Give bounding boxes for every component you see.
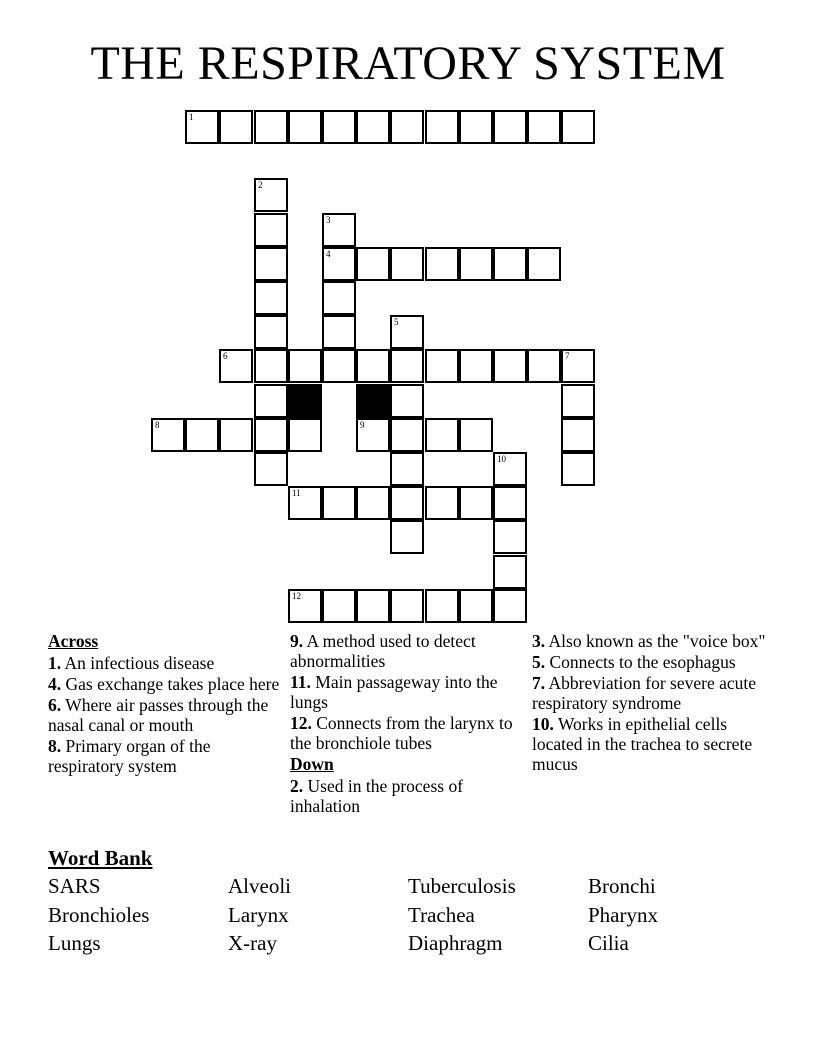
word-bank-word: Lungs	[48, 931, 101, 955]
clue-text: Primary organ of the respiratory system	[48, 736, 211, 776]
grid-cell[interactable]	[322, 589, 356, 623]
grid-cell[interactable]	[288, 486, 322, 520]
cell-number: 1	[189, 112, 194, 122]
black-cell	[288, 384, 322, 418]
cell-number: 4	[326, 249, 331, 259]
grid-cell[interactable]	[527, 110, 561, 144]
grid-cell[interactable]	[356, 486, 390, 520]
grid-cell[interactable]	[288, 110, 322, 144]
word-bank-title: Word Bank	[48, 846, 153, 870]
across-heading: Across	[48, 631, 99, 651]
grid-cell[interactable]	[390, 520, 424, 554]
clue-across-8	[48, 736, 280, 776]
clue-text: Main passageway into the lungs	[290, 672, 498, 712]
grid-cell[interactable]	[390, 110, 424, 144]
grid-cell[interactable]	[390, 452, 424, 486]
clues-column-1	[48, 631, 280, 777]
clues-column-3	[532, 631, 768, 775]
grid-cell[interactable]	[254, 349, 288, 383]
grid-cell[interactable]	[527, 349, 561, 383]
clue-across-6	[48, 695, 280, 735]
grid-cell[interactable]	[459, 349, 493, 383]
grid-cell[interactable]	[493, 520, 527, 554]
clue-number: 2.	[290, 776, 304, 796]
down-heading: Down	[290, 754, 334, 774]
clue-across-12	[290, 713, 514, 753]
grid-cell[interactable]	[459, 589, 493, 623]
cell-number: 7	[565, 351, 570, 361]
cell-number: 11	[292, 488, 301, 498]
grid-cell[interactable]	[254, 384, 288, 418]
clue-text: Also known as the "voice box"	[548, 631, 766, 651]
cell-number: 6	[223, 351, 228, 361]
grid-cell[interactable]	[322, 315, 356, 349]
clue-down-5	[532, 652, 768, 672]
word-bank-word: Cilia	[588, 931, 629, 955]
clue-number: 10.	[532, 714, 554, 734]
grid-cell[interactable]	[493, 452, 527, 486]
clue-text: A method used to detect abnormalities	[290, 631, 476, 671]
grid-cell[interactable]	[493, 589, 527, 623]
word-bank-word: Alveoli	[228, 874, 291, 898]
clue-across-9	[290, 631, 514, 671]
word-bank-word: Larynx	[228, 902, 289, 927]
grid-cell[interactable]	[493, 486, 527, 520]
grid-cell[interactable]	[425, 589, 459, 623]
grid-cell[interactable]	[254, 213, 288, 247]
cell-number: 8	[155, 420, 160, 430]
word-bank-word: Pharynx	[588, 902, 658, 927]
clue-number: 4.	[48, 674, 62, 694]
grid-cell[interactable]	[527, 247, 561, 281]
word-bank-word: Tuberculosis	[408, 874, 516, 898]
grid-cell[interactable]	[390, 589, 424, 623]
grid-cell[interactable]	[322, 281, 356, 315]
grid-cell[interactable]	[288, 349, 322, 383]
word-bank-word: SARS	[48, 874, 101, 898]
word-bank	[48, 874, 768, 956]
clue-text: Connects to the esophagus	[549, 652, 736, 672]
grid-cell[interactable]	[390, 384, 424, 418]
grid-cell[interactable]	[288, 589, 322, 623]
page-title: THE RESPIRATORY SYSTEM	[90, 37, 726, 90]
grid-cell[interactable]	[493, 555, 527, 589]
grid-cell[interactable]	[459, 247, 493, 281]
grid-cell[interactable]	[390, 418, 424, 452]
clue-number: 9.	[290, 631, 304, 651]
cell-number: 3	[326, 215, 331, 225]
word-bank-word: Bronchi	[588, 874, 656, 898]
grid-cell[interactable]	[254, 178, 288, 212]
clue-across-4	[48, 674, 280, 694]
grid-cell[interactable]	[390, 349, 424, 383]
grid-cell[interactable]	[356, 349, 390, 383]
grid-cell[interactable]	[390, 247, 424, 281]
cell-number: 12	[292, 591, 301, 601]
clue-text: Where air passes through the nasal canal or mouth	[48, 695, 269, 735]
clue-number: 1.	[48, 653, 62, 673]
grid-cell[interactable]	[254, 281, 288, 315]
grid-cell[interactable]	[322, 110, 356, 144]
word-bank-word: Bronchioles	[48, 902, 150, 927]
clue-text: Used in the process of inhalation	[290, 776, 464, 816]
clue-number: 11.	[290, 672, 311, 692]
grid-cell[interactable]	[219, 349, 253, 383]
clue-down-3	[532, 631, 768, 651]
grid-cell[interactable]	[356, 589, 390, 623]
cell-number: 10	[497, 454, 506, 464]
clue-across-11	[290, 672, 514, 712]
grid-cell[interactable]	[185, 110, 219, 144]
grid-cell[interactable]	[322, 247, 356, 281]
black-cell	[356, 384, 390, 418]
grid-cell[interactable]	[425, 486, 459, 520]
grid-cell[interactable]	[322, 349, 356, 383]
grid-cell[interactable]	[356, 247, 390, 281]
cell-number: 2	[258, 180, 263, 190]
word-bank-word: Trachea	[408, 902, 475, 927]
grid-cell[interactable]	[219, 110, 253, 144]
grid-cell[interactable]	[390, 486, 424, 520]
clue-down-2	[290, 776, 514, 816]
grid-cell[interactable]	[561, 418, 595, 452]
grid-cell[interactable]	[561, 110, 595, 144]
clue-number: 3.	[532, 631, 546, 651]
clue-number: 8.	[48, 736, 62, 756]
grid-cell[interactable]	[425, 349, 459, 383]
grid-cell[interactable]	[254, 247, 288, 281]
grid-cell[interactable]	[322, 213, 356, 247]
grid-cell[interactable]	[561, 349, 595, 383]
word-bank-word: Diaphragm	[408, 931, 503, 955]
clue-down-10	[532, 714, 768, 774]
cell-number: 5	[394, 317, 399, 327]
clue-number: 12.	[290, 713, 312, 733]
grid-cell[interactable]	[254, 110, 288, 144]
clue-text: Works in epithelial cells located in the trachea to secrete mucus	[532, 714, 753, 774]
grid-cell[interactable]	[356, 418, 390, 452]
grid-cell[interactable]	[493, 247, 527, 281]
grid-cell[interactable]	[254, 418, 288, 452]
grid-cell[interactable]	[151, 418, 185, 452]
clue-text: Abbreviation for severe acute respiratory syndrome	[532, 673, 757, 713]
grid-cell[interactable]	[254, 315, 288, 349]
grid-cell[interactable]	[254, 452, 288, 486]
grid-cell[interactable]	[561, 384, 595, 418]
grid-cell[interactable]	[288, 418, 322, 452]
grid-cell[interactable]	[390, 315, 424, 349]
clue-number: 7.	[532, 673, 546, 693]
grid-cell[interactable]	[219, 418, 253, 452]
grid-cell[interactable]	[322, 486, 356, 520]
grid-cell[interactable]	[459, 110, 493, 144]
clue-number: 5.	[532, 652, 546, 672]
clue-text: Connects from the larynx to the bronchiole tubes	[290, 713, 513, 753]
grid-cell[interactable]	[425, 418, 459, 452]
grid-cell[interactable]	[356, 110, 390, 144]
grid-cell[interactable]	[425, 110, 459, 144]
cell-number: 9	[360, 420, 365, 430]
clue-text: Gas exchange takes place here	[65, 674, 280, 694]
clue-number: 6.	[48, 695, 62, 715]
grid-cell[interactable]	[459, 486, 493, 520]
clues-column-2	[290, 631, 514, 817]
clue-down-7	[532, 673, 768, 713]
grid-cell[interactable]	[425, 247, 459, 281]
grid-cell[interactable]	[561, 452, 595, 486]
grid-cell[interactable]	[493, 349, 527, 383]
grid-cell[interactable]	[185, 418, 219, 452]
word-bank-word: X-ray	[228, 931, 277, 955]
grid-cell[interactable]	[459, 418, 493, 452]
grid-cell[interactable]	[493, 110, 527, 144]
clue-across-1	[48, 653, 280, 673]
clue-text: An infectious disease	[64, 653, 215, 673]
